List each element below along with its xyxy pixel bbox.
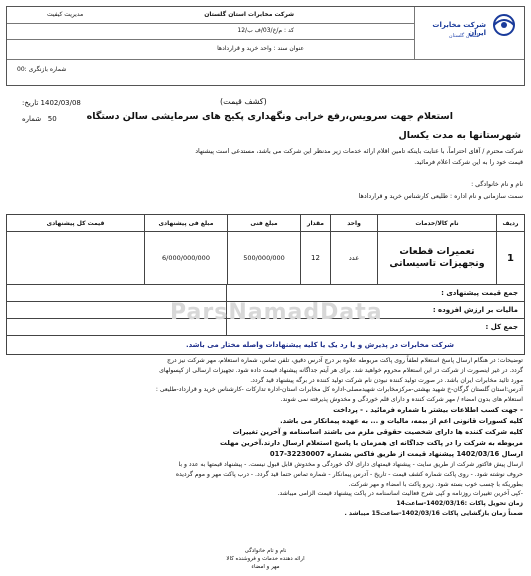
note-line: - جهت کسب اطلاعات بیشتر با شماره فرمائید . - پرداخت bbox=[333, 405, 523, 414]
row-total: 6/000/000/000 bbox=[144, 232, 227, 284]
signature-role: ارائه دهنده خدمات و فروشنده کالا bbox=[226, 556, 305, 562]
logo-title: شرکت مخابرات ایران bbox=[432, 21, 486, 37]
name-field-label: نام و نام خانوادگی : bbox=[471, 181, 523, 188]
row-name: تعمیرات قطعات وتجهیزات تاسیساتی bbox=[377, 232, 496, 284]
disclaimer-text: شرکت مخابرات در پذیرش و یا رد یک یا کلیه پیشنهادات واصله مختار می باشد. bbox=[185, 341, 454, 349]
management-label: مدیریت کیفیت bbox=[47, 11, 84, 18]
logo-area bbox=[414, 7, 524, 59]
intro-line-1: شرکت محترم / آقای احتراماً، با عنایت باینکه تامین اقلام ارائه خدمات زیر مدنظر این شرکت می باشد، مستدعی است پیشنهاد bbox=[195, 148, 523, 155]
inquiry-type: (کشف قیمت) bbox=[220, 97, 267, 106]
date-caption: تاریخ: bbox=[22, 99, 39, 107]
note-line: توضیحات: در هنگام ارسال پاسخ استعلام لطفاً روی پاکت مربوطه علاوه بر درج آدرس دقیق، تلفن تماس، شماره استعلام، مهر شرکت نیز درج bbox=[167, 357, 523, 364]
revision-number: شماره بازنگری :00 bbox=[17, 66, 67, 73]
grand-total-label: جمع کل : bbox=[485, 323, 518, 331]
note-line: حروف نوشته شود. - روی پاکت شماره کشف قیمت - تاریخ - آدرس پیمانکار - شماره تماس حتما قید گردد. - درب پاکت مهر و موم گردیده bbox=[175, 470, 523, 478]
note-line: گردد. در غیر اینصورت از شرکت در این استعلام محروم خواهید شد. برای هر آیتم جداگانه پیشنهاد قیمت داده شود. تجهیزات ارسالی از کپسولهای bbox=[159, 366, 523, 374]
intro-line-2: قیمت خود را به این شرکت اعلام فرمائید. bbox=[414, 159, 523, 166]
note-line: ارسال پیش فاکتور شرکت از طریق سایت - پیشنهاد قیمتهای دارای لاک خوردگی و مخدوش قابل قبول نیست. - پیشنهاد قیمتها به عدد و با bbox=[178, 460, 523, 468]
header-qty: مقدار bbox=[300, 215, 330, 231]
document-title-line2: شهرستانها به مدت یکسال bbox=[398, 130, 521, 141]
row-qty: 12 bbox=[300, 232, 330, 284]
note-line: مورد تائید مخابرات ایران باشد. در صورت تولید کننده نبودن نام شرکت تولید کننده در برگه پیشنهاد قید گردد. bbox=[250, 376, 523, 384]
table-header-row bbox=[7, 215, 524, 232]
note-line: ضمناً زمان بازگشایی پاکات 1402/03/16-ساعت15 میباشد . bbox=[344, 509, 523, 517]
signature-seal: مهر و امضاء bbox=[251, 564, 280, 570]
note-line: کلیه شرکت کننده ها دارای شخصیت حقوقی ملزم می باشند اساسنامه و آخرین تغییرات bbox=[232, 427, 523, 436]
items-table bbox=[6, 214, 525, 355]
doc-code: کد : م/خ/03/ف ب/12 bbox=[237, 27, 294, 34]
sum-label: جمع قیمت پیشنهادی : bbox=[441, 289, 518, 297]
vat-label: مالیات بر ارزش افزوده : bbox=[432, 306, 518, 314]
note-line: زمان تحویل پاکات :1402/03/16-ساعت14 bbox=[396, 500, 523, 508]
date-value: 1402/03/08 bbox=[40, 99, 81, 107]
disclaimer-row bbox=[7, 336, 524, 354]
unit-label: عنوان سند : واحد خرید و قراردادها bbox=[217, 45, 304, 52]
header-unit: واحد bbox=[330, 215, 377, 231]
note-line: -کپی آخرین تغییرات روزنامه و کپی شرح فعالیت اساسنامه در پاکت پیشنهاد قیمت الزامی میباشد. bbox=[277, 490, 523, 498]
signature-name: نام و نام خانوادگی bbox=[244, 548, 287, 554]
number-value: 50 bbox=[47, 115, 57, 123]
date-label bbox=[22, 99, 81, 107]
company-name: شرکت مخابرات استان گلستان bbox=[204, 11, 294, 18]
table-row bbox=[7, 232, 524, 285]
note-line: کلیه کسورات قانونی اعم از بیمه، مالیات و ... به عهده پیمانکار می باشد. bbox=[280, 416, 523, 425]
note-line: مربوطه به شرکت را در پاکت جداگانه ای همزمان با پاسخ استعلام ارسال دارند.آخرین مهلت bbox=[220, 438, 523, 447]
header-offer-price: مبلغ فی پیشنهادی bbox=[144, 215, 227, 231]
logo-subtitle: استان گلستان bbox=[448, 33, 478, 39]
watermark: ParsNamadData bbox=[170, 300, 383, 325]
signature-block bbox=[0, 547, 531, 571]
number-caption: شماره bbox=[22, 115, 42, 123]
position-label: سمت سازمانی و نام اداره : طلیعی کارشناس خرید و قراردادها bbox=[358, 193, 523, 200]
header-unit-price: مبلغ فنی bbox=[227, 215, 300, 231]
row-unit: عدد bbox=[330, 232, 377, 284]
notes-section bbox=[8, 356, 523, 519]
note-line: استعلام های بدون امضاء / مهر شرکت کننده و دارای قلم خوردگی و مخدوش پذیرفته نمی شوند. bbox=[280, 396, 523, 404]
document-title: استعلام جهت سرویس،رفع خرابی ونگهداری پکیج های سرمایشی سالن دستگاه bbox=[86, 111, 453, 122]
number-label bbox=[22, 115, 57, 123]
note-line: بطوریکه با چسب خوب بسته شود. زیرو پاکت با امضاء و مهر شرکت. bbox=[348, 480, 523, 488]
note-line: آدرس:استان گلستان گرگان-خ شهید بهشتی-مرکزمخابرات شهیدمصلی-اداره کل مخابرات استان-اداره تدارکات -کارشناس خرید و قرارداد-طلیعی : bbox=[155, 386, 523, 394]
note-line: ارسال 1402/03/16 پیشنهاد قیمت از طریق فاکس بشماره 32230007-017 bbox=[269, 449, 523, 458]
document-header bbox=[6, 6, 525, 86]
row-unit-price: 500/000/000 bbox=[227, 232, 300, 284]
header-offer-total: قیمت کل پیشنهادی bbox=[46, 219, 105, 227]
row-index: 1 bbox=[496, 232, 524, 284]
header-index: ردیف bbox=[496, 215, 524, 231]
row-offer-total[interactable] bbox=[7, 232, 144, 284]
header-name: نام کالا/خدمات bbox=[377, 215, 496, 231]
telecom-logo-icon bbox=[490, 13, 518, 37]
